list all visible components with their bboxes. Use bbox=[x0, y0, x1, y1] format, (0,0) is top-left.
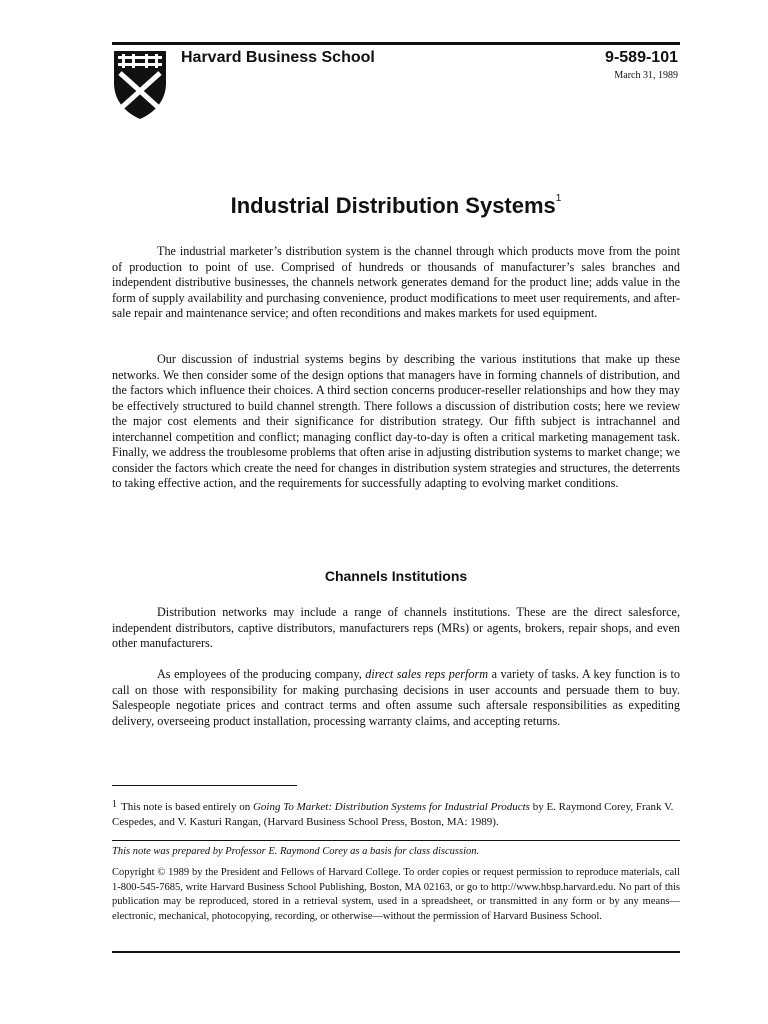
footnote bbox=[112, 800, 680, 830]
footer-rule bbox=[112, 840, 680, 841]
title-footnote-marker: 1 bbox=[555, 192, 562, 204]
school-name: Harvard Business School bbox=[181, 49, 375, 66]
footnote-separator bbox=[112, 785, 297, 786]
copyright-notice: Copyright © 1989 by the President and Fellows of Harvard College. To order copies or request permission to reproduce materials, call 1-800-545-7685, write Harvard Business School Publishing, Boston, MA 02163, or go to http://www.hbsp.harvard.edu. No part of this publication may be reproduced, stored in a retrieval system, used in a spreadsheet, or transmitted in any form or by any means—electronic, mechanical, photocopying, recording, or otherwise—without the permission of Harvard Business School. bbox=[112, 867, 680, 922]
title-text: Industrial Distribution Systems bbox=[230, 193, 556, 218]
p4-text-end: a variety of tasks. A key function is to call on those with responsibility for making purchasing decisions in user accounts and persuade them to buy. Salespeople negotiate prices and contract terms and often assume such aftersale responsibilities as expediting delivery, overseeing product installation, processing warranty claims, and accepting returns. bbox=[112, 667, 680, 728]
footnote-text-start: This note is based entirely on bbox=[121, 801, 253, 813]
institutions-paragraph: Distribution networks may include a range of channels institutions. These are the direct salesforce, independent distributors, captive distributors, manufacturers reps (MRs) or agents, brokers, repair shops, and even other manufacturers. bbox=[112, 605, 680, 650]
hbs-shield-logo bbox=[112, 49, 168, 121]
footnote-text-end: by E. Raymond Corey, Frank V. Cespedes, and V. Kasturi Rangan, (Harvard Business School Press, Boston, MA: 1989). bbox=[112, 801, 674, 828]
section-heading: Channels Institutions bbox=[324, 568, 468, 584]
header-rule bbox=[112, 42, 680, 45]
bottom-rule bbox=[112, 951, 680, 953]
p4-italic-text: direct sales reps perform bbox=[365, 667, 489, 681]
footnote-number: 1 bbox=[112, 799, 117, 810]
footnote-book-title: Going To Market: Distribution Systems for Industrial Products bbox=[252, 801, 530, 813]
direct-sales-paragraph bbox=[112, 667, 680, 729]
overview-paragraph: Our discussion of industrial systems begins by describing the various institutions that make up these networks. We then consider some of the design options that managers have in forming channels of distribution, and the factors which influence their choices. A third section concerns producer-reseller relationships and how they may be effectively structured to build channel strength. There follows a discussion of distribution costs; here we review the major cost elements and their significance for distribution strategy. Our fifth subject is intrachannel and interchannel competition and conflict; managing conflict day-to-day is often a critical marketing management task. Finally, we address the troublesome problems that often arise in adjusting distribution systems to market change; we consider the factors which create the need for changes in distribution system strategies and structures, the deterrents to taking effective action, and the requirements for successfully adapting to evolving market conditions. bbox=[112, 352, 680, 490]
case-date: March 31, 1989 bbox=[614, 70, 678, 81]
document-title bbox=[112, 193, 680, 219]
p4-text-start: As employees of the producing company, bbox=[157, 667, 366, 681]
intro-paragraph: The industrial marketer’s distribution system is the channel through which products move from the point of production to point of use. Comprised of hundreds or thousands of manufacturer’s sales branches and independent distributive businesses, the channels network generates demand for the product line; adds value in the form of supply availability and purchasing convenience, product modifications to meet user requirements, and after-sale repair and maintenance service; and often reconditions and makes markets for used equipment. bbox=[112, 244, 680, 320]
case-number: 9-589-101 bbox=[605, 49, 678, 66]
prepared-by-note: This note was prepared by Professor E. Raymond Corey as a basis for class discussion. bbox=[112, 846, 480, 857]
